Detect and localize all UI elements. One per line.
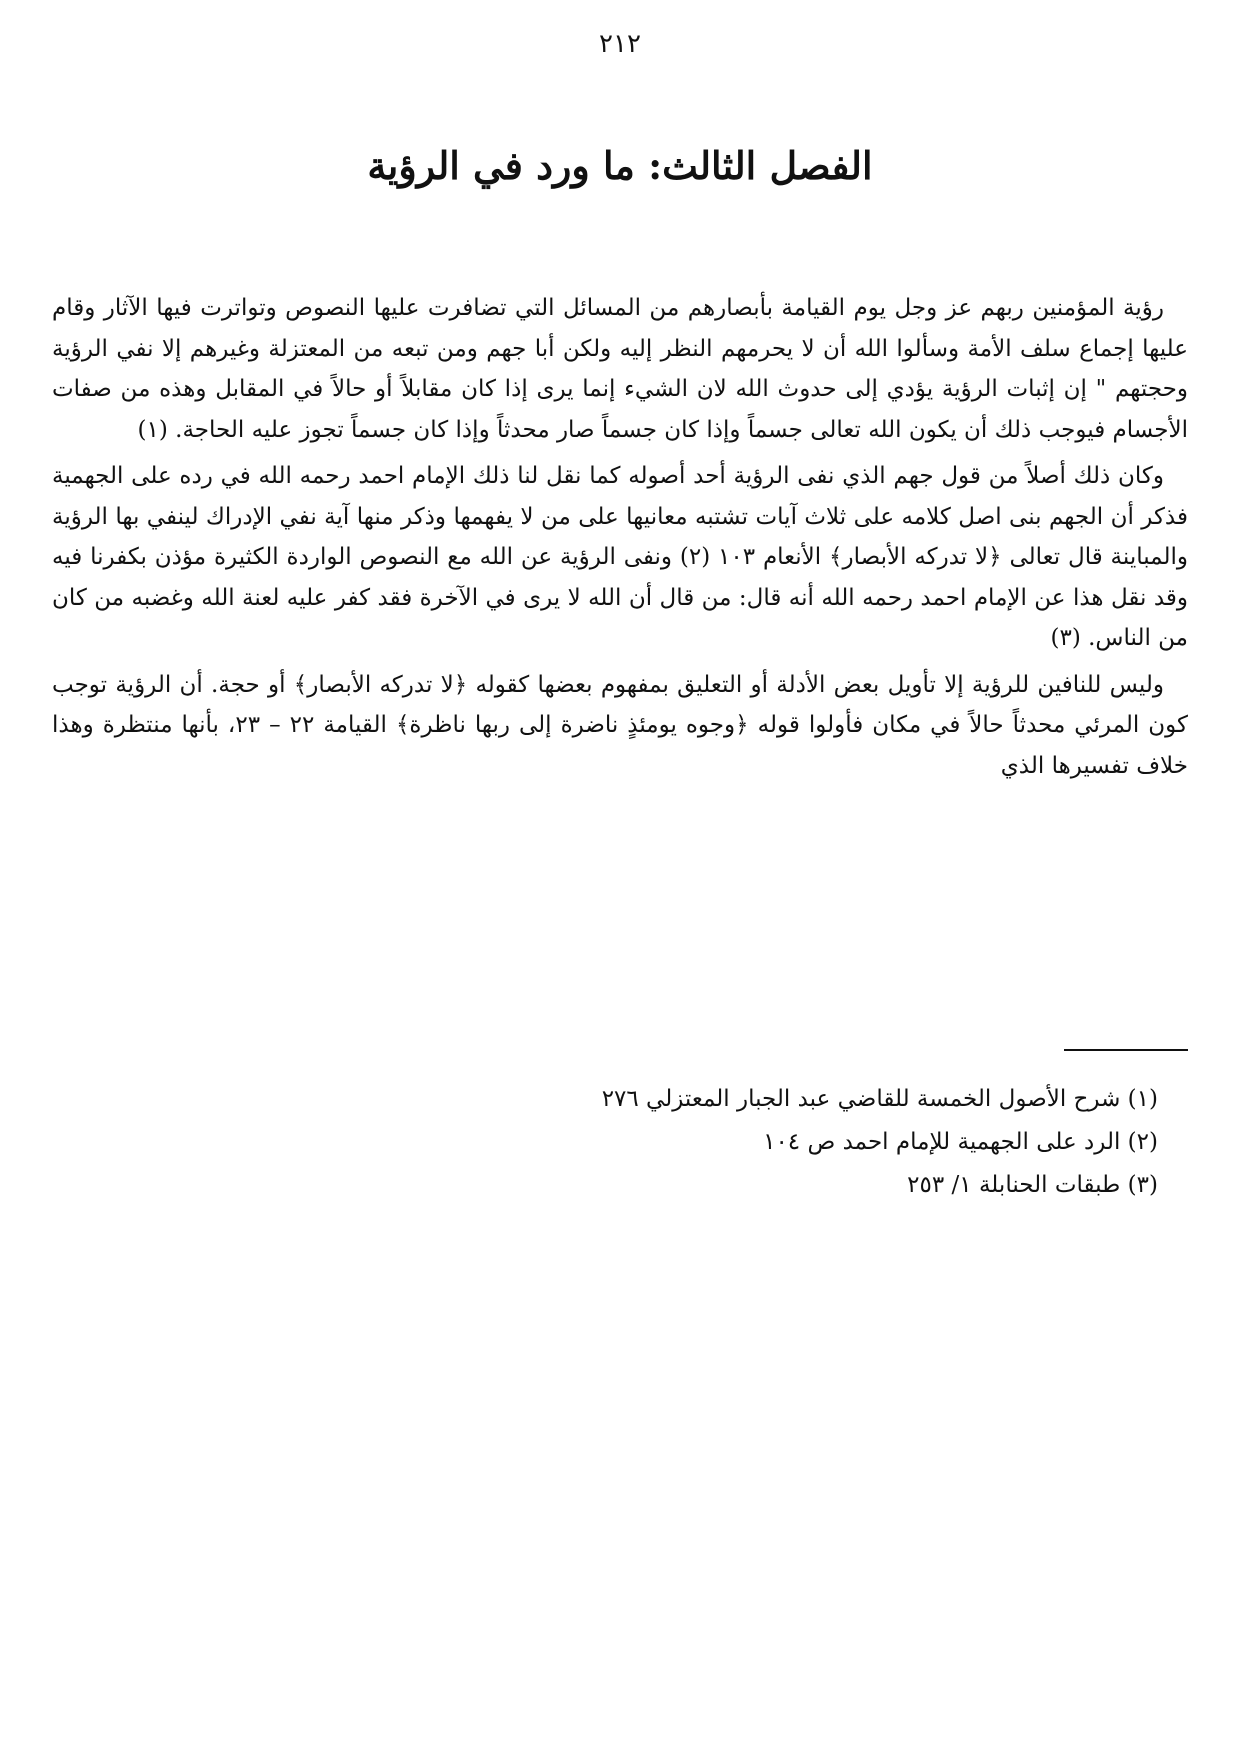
footnote: (٢) الرد على الجهمية للإمام احمد ص ١٠٤: [763, 1129, 1158, 1155]
footnote: (٣) طبقات الحنابلة ١/ ٢٥٣: [907, 1172, 1158, 1198]
footnote: (١) شرح الأصول الخمسة للقاضي عبد الجبار المعتزلي ٢٧٦: [601, 1086, 1158, 1112]
paragraph: وكان ذلك أصلاً من قول جهم الذي نفى الرؤية أحد أصوله كما نقل لنا ذلك الإمام احمد رحمه الله في رده على الجهمية فذكر أن الجهم بنى اصل كلامه على ثلاث آيات تشتبه معانيها على من لا يفهمها وذكر منها آية نفي الإدراك لينفي بها الرؤية والمباينة قال تعالى ﴿لا تدركه الأبصار﴾ الأنعام ١٠٣ (٢) ونفى الرؤية عن الله مع النصوص الواردة الكثيرة مؤذن بكفرنا فيه وقد نقل هذا عن الإمام احمد رحمه الله أنه قال: من قال أن الله لا يرى في الآخرة فقد كفر عليه لعنة الله وغضبه من كان من الناس. (٣): [52, 463, 1188, 651]
body-text: [52, 288, 1188, 792]
page-number: ٢١٢: [599, 29, 641, 59]
paragraph: رؤية المؤمنين ربهم عز وجل يوم القيامة بأبصارهم من المسائل التي تضافرت عليها النصوص وتواترت فيها الآثار وقام عليها إجماع سلف الأمة وسألوا الله أن لا يحرمهم النظر إليه ولكن أبا جهم ومن تبعه من المعتزلة وغيرهم إلا نفي الرؤية وحجتهم " إن إثبات الرؤية يؤدي إلى حدوث الله لان الشيء إنما يرى إذا كان مقابلاً أو حالاً في المقابل وهذه من صفات الأجسام فيوجب ذلك أن يكون الله تعالى جسماً وإذا كان جسماً صار محدثاً وإذا كان جسماً تجوز عليه الحاجة. (١): [52, 295, 1188, 443]
paragraph: وليس للنافين للرؤية إلا تأويل بعض الأدلة أو التعليق بمفهوم بعضها كقوله ﴿لا تدركه الأبصار﴾ أو حجة. أن الرؤية توجب كون المرئي محدثاً حالاً في مكان فأولوا قوله ﴿وجوه يومئذٍ ناضرة إلى ربها ناظرة﴾ القيامة ٢٢ – ٢٣، بأنها منتظرة وهذا خلاف تفسيرها الذي: [52, 671, 1188, 779]
footnote-separator: [1064, 1049, 1188, 1051]
footnotes: [258, 1078, 1158, 1207]
chapter-title: الفصل الثالث: ما ورد في الرؤية: [367, 143, 873, 188]
